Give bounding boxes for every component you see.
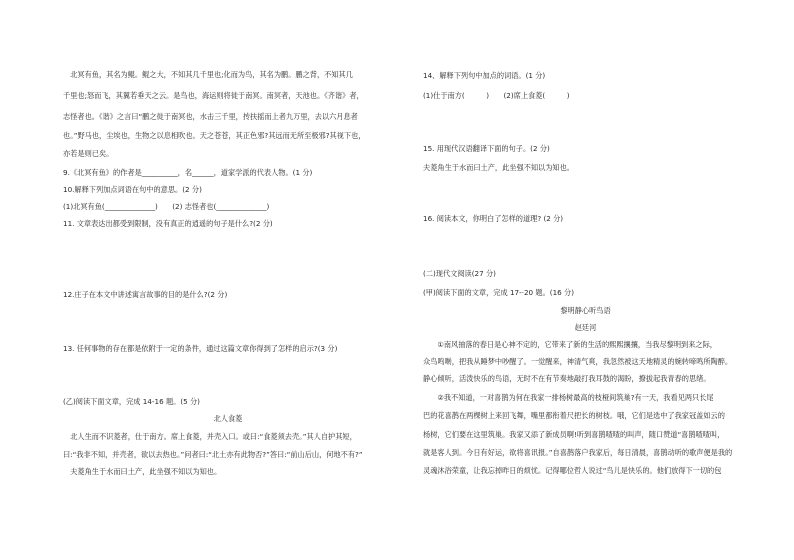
passage2-line: 夫菱角生于水而曰土产，此坐强不知以为知也。 (63, 467, 222, 476)
passage1-line: 北冥有鱼，其名为鲲。鲲之大，不知其几千里也;化而为鸟，其名为鹏。鹏之背，不知其几 (63, 70, 353, 79)
question-15: 15. 用现代汉语翻译下面的句子。(2 分) (423, 144, 550, 153)
article-line: 杨树，它们要在这里筑巢。我家又添了新成员啊!听到喜鹊喳喳的叫声，随口赞道“喜鹊喳喳叫， (423, 430, 725, 439)
article-author: 赵廷河 (574, 323, 597, 332)
article-line: 就是客人到。今日有好运，欲将喜讯报。”自喜鹊落户我家后，每日清晨，喜鹊动听的歌声便是我的 (423, 448, 733, 457)
article-line: 巴的花喜鹊在两棵树上来回飞舞，嘴里都衔着尺把长的树枝。哦，它们是选中了我家冠盖如云的 (423, 411, 725, 420)
section-b-heading: (乙)阅读下面文章，完成 14-16 题。(5 分) (63, 397, 200, 406)
question-10-items: (1)北冥有鱼(______________) (2) 志怪者也(______________) (63, 202, 270, 211)
question-14: 14、解释下列句中加点的词语。(1 分) (423, 71, 546, 80)
article-line: 灵魂沐浴荣童，让我忘掉昨日的烦忧。记得哪位哲人说过“鸟儿是快乐的。他们放得下一切的包 (423, 466, 722, 475)
passage1-line: 志怪者也。《谐》之言曰“鹏之徙于南冥也，水击三千里，抟扶摇而上者九万里，去以六月息者 (63, 112, 358, 121)
question-11: 11. 文章表达出都受到限制，没有真正的逍遥的句子是什么?(2 分) (63, 219, 273, 228)
section-2-heading: (二)现代文阅读(27 分) (423, 269, 496, 278)
passage2-line: 曰:“我非不知，并壳者，欲以去热也。”问者曰:“北土亦有此物否?”答曰:“前山后山，何地不有?” (63, 450, 363, 459)
question-16: 16. 阅读本文，你明白了怎样的道理? (2 分) (423, 214, 564, 223)
passage2-title: 北人食菱 (213, 414, 243, 423)
passage2-line: 北人生而不识菱者，仕于南方。席上食菱，并壳入口。或曰:“食菱须去壳。”其人自护其短， (63, 432, 357, 441)
article-title: 黎明静心听鸟语 (560, 306, 611, 315)
passage1-line: 也。”野马也，尘埃也，生物之以息相吹也。天之苍苍，其正色邪?其远而无所至极邪?其视下也， (63, 131, 366, 140)
question-13: 13. 任何事物的存在都是依附于一定的条件，通过这篇文章你得到了怎样的启示?(3 分) (63, 344, 338, 353)
question-15-sentence: 夫菱角生于水而曰土产，此坐强不知以为知也。 (423, 163, 574, 172)
article-line: ②我不知道，一对喜鹊为何在我家一排杨树最高的枝桠间筑巢?有一天，我看见两只长尾 (423, 393, 714, 402)
article-line: ①南风抽落的春日是心神不定的，它带来了新的生活的熙熙攘攘，当我尽黎明到来之际， (423, 340, 717, 349)
question-9: 9.《北冥有鱼》的作者是__________，名______，道家学派的代表人物。(1 分) (63, 168, 313, 177)
section-a-heading: (甲)阅读下面的文章，完成 17-·20 题。(16 分) (423, 288, 575, 297)
passage1-line: 亦若是则已矣。 (63, 149, 114, 158)
question-12: 12.庄子在本文中讲述寓言故事的目的是什么?(2 分) (63, 290, 228, 299)
question-14-items: (1)仕于南方( ) (2)席上食菱( ) (423, 91, 570, 100)
question-10: 10.解释下列加点词语在句中的意思。(2 分) (63, 185, 202, 194)
passage1-line: 千里也;怒而飞，其翼若垂天之云。是鸟也，海运则将徙于南冥。南冥者，天池也。《齐谐》者， (63, 91, 364, 100)
article-line: 静心倾听，活泼快乐的鸟语，无时不在有节奏地敲打我耳鼓的渴盼，撩拔起我青春的思绪。 (423, 374, 711, 383)
article-line: 众鸟鸣啭，把我从睡梦中吵醒了。一觉醒来，神清气爽，我忽然被这天地精灵的婉转啼鸣所陶醉。 (423, 357, 733, 366)
